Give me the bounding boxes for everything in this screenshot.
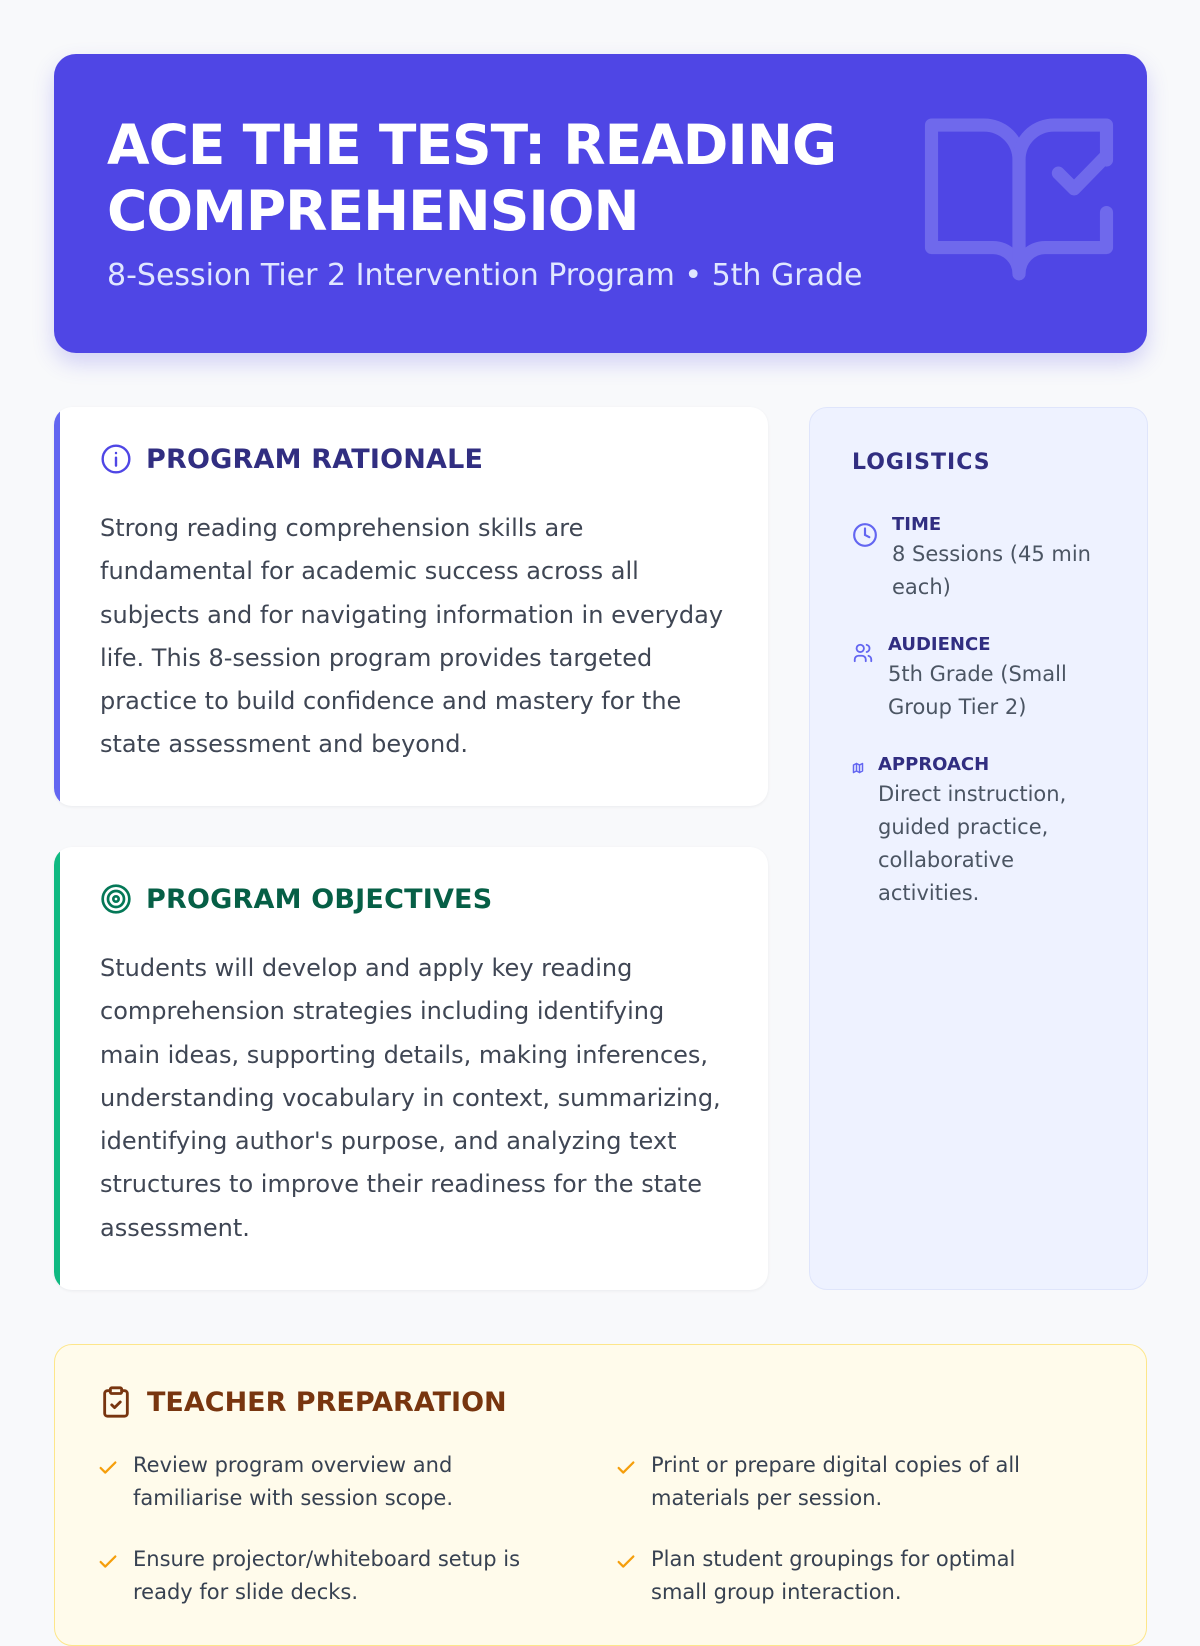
logistics-value: Direct instruction, guided practice, collaborative activities.: [878, 782, 1067, 905]
target-icon: [100, 883, 132, 915]
teacher-preparation-card: [54, 1344, 1147, 1646]
book-check-icon: [914, 90, 1124, 300]
program-objectives-card: [54, 847, 768, 1290]
prep-item-text: Review program overview and familiarise with session scope.: [133, 1453, 453, 1510]
logistics-item-text: [892, 512, 1102, 604]
logistics-item-audience: [852, 632, 1106, 724]
section-title: PROGRAM RATIONALE: [146, 443, 484, 475]
section-title: TEACHER PREPARATION: [147, 1386, 507, 1418]
page-title: ACE THE TEST: READING COMPREHENSION: [107, 113, 837, 243]
prep-item-text: Print or prepare digital copies of all materials per session.: [651, 1453, 1021, 1510]
logistics-panel: [809, 407, 1148, 1290]
accent-bar: [54, 847, 60, 1290]
prep-checklist-item: [97, 1543, 547, 1609]
logistics-item-time: [852, 512, 1102, 604]
rationale-text: Strong reading comprehension skills are fundamental for academic success across all subjects and for navigating information in everyday life. This 8-session program provides targeted practice to build confidence and mastery for the state assessment and beyond.: [100, 514, 724, 759]
users-icon: [852, 642, 874, 664]
prep-checklist-item: [615, 1449, 1065, 1515]
check-icon: [97, 1551, 119, 1573]
logistics-value: 5th Grade (Small Group Tier 2): [888, 662, 1067, 719]
logistics-title: LOGISTICS: [852, 450, 991, 475]
check-icon: [97, 1457, 119, 1479]
check-icon: [615, 1457, 637, 1479]
logistics-label: AUDIENCE: [888, 634, 991, 655]
clipboard-check-icon: [99, 1385, 133, 1419]
check-icon: [615, 1551, 637, 1573]
clock-icon: [852, 522, 878, 548]
method-icon: [852, 762, 864, 774]
logistics-item-text: [878, 752, 1106, 910]
logistics-item-approach: [852, 752, 1106, 910]
logistics-value: 8 Sessions (45 min each): [892, 542, 1091, 599]
prep-item-text: Plan student groupings for optimal small group interaction.: [651, 1547, 1016, 1604]
objectives-text: Students will develop and apply key reading comprehension strategies including identifying main ideas, supporting details, making inferences, understanding vocabulary in context, summarizing, identifying author's purpose, and analyzing text structures to improve their readiness for the state assessment.: [100, 954, 721, 1242]
logistics-label: APPROACH: [878, 754, 990, 775]
page-subtitle: 8-Session Tier 2 Intervention Program • 5th Grade: [107, 258, 863, 293]
section-title: PROGRAM OBJECTIVES: [146, 883, 493, 915]
card-header: [100, 443, 483, 475]
prep-item-text: Ensure projector/whiteboard setup is ready for slide decks.: [133, 1547, 521, 1604]
info-icon: [100, 443, 132, 475]
logistics-item-text: [888, 632, 1106, 724]
accent-bar: [54, 407, 60, 806]
card-header: [99, 1385, 507, 1419]
prep-checklist-item: [97, 1449, 547, 1515]
card-header: [100, 883, 492, 915]
program-rationale-card: [54, 407, 768, 806]
logistics-label: TIME: [892, 514, 942, 535]
program-header: [54, 54, 1147, 353]
prep-checklist-item: [615, 1543, 1065, 1609]
